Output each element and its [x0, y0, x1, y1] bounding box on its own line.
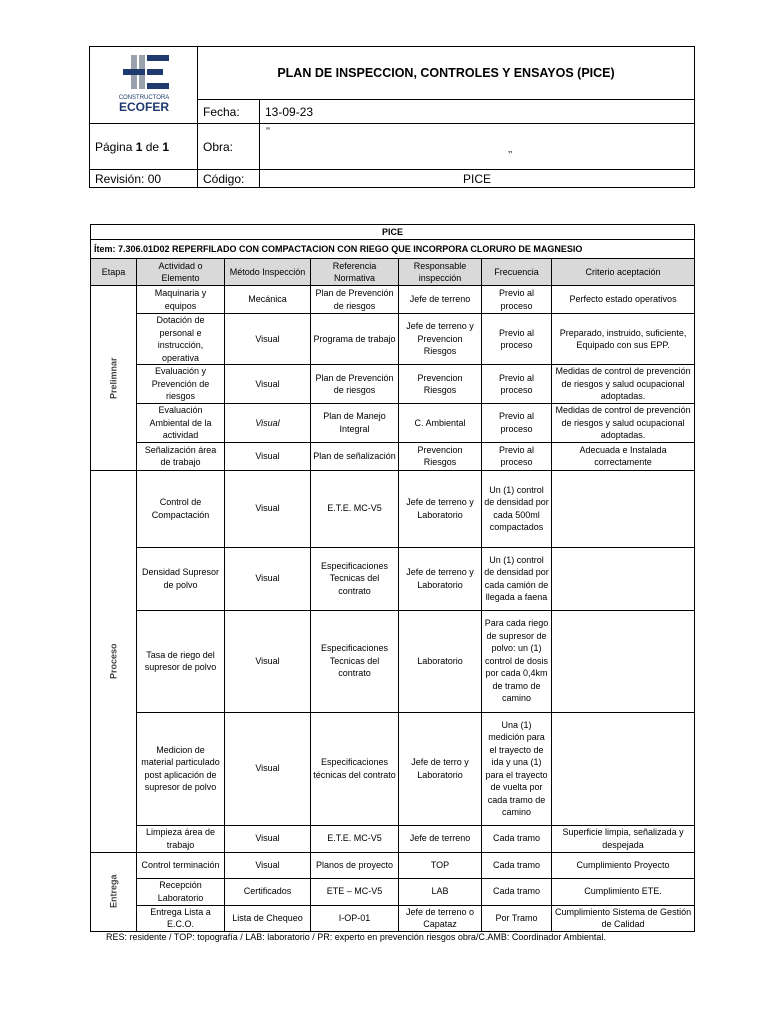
table-row [91, 314, 695, 365]
table-cell: Visual [225, 470, 311, 547]
table-cell: Señalización área de trabajo [137, 442, 225, 470]
table-cell: Dotación de personal e instrucción, operativa [137, 314, 225, 365]
table-cell: Jefe de terro y Laboratorio [399, 712, 482, 825]
table-row [91, 878, 695, 905]
table-cell: Cada tramo [482, 825, 552, 852]
table-cell: Cumplimiento ETE. [552, 878, 695, 905]
obra-value [260, 124, 695, 170]
table-cell: Jefe de terreno y Laboratorio [399, 470, 482, 547]
table-cell: Prevencion Riesgos [399, 442, 482, 470]
table-cell: Medicion de material particulado post aplicación de supresor de polvo [137, 712, 225, 825]
table-cell: Prevencion Riesgos [399, 365, 482, 404]
table-cell: Lista de Chequeo [225, 905, 311, 931]
stage-entrega: Entrega [91, 852, 137, 931]
table-cell: Especificaciones técnicas del contrato [311, 712, 399, 825]
table-cell: Visual [225, 610, 311, 712]
table-row [91, 852, 695, 878]
item-title: Ítem: 7.306.01D02 REPERFILADO CON COMPACTACION CON RIEGO QUE INCORPORA CLORURO DE MAGNESIO [91, 240, 695, 259]
table-cell: Especificaciones Tecnicas del contrato [311, 547, 399, 610]
table-cell [552, 712, 695, 825]
table-cell: Visual [225, 852, 311, 878]
table-cell: Limpieza área de trabajo [137, 825, 225, 852]
table-cell: Jefe de terreno [399, 286, 482, 314]
table-cell: Especificaciones Tecnicas del contrato [311, 610, 399, 712]
table-cell: LAB [399, 878, 482, 905]
table-cell: Jefe de terreno y Prevencion Riesgos [399, 314, 482, 365]
codigo-label: Código: [198, 170, 260, 188]
table-cell: Mecánica [225, 286, 311, 314]
table-cell: Plan de señalización [311, 442, 399, 470]
table-cell: Cumplimiento Sistema de Gestión de Calidad [552, 905, 695, 931]
column-header: Referencia Normativa [311, 259, 399, 286]
table-cell: Visual [225, 547, 311, 610]
table-cell: Densidad Supresor de polvo [137, 547, 225, 610]
column-header: Responsable inspección [399, 259, 482, 286]
table-cell: Planos de proyecto [311, 852, 399, 878]
logo-text-line1: CONSTRUCTORA [118, 94, 169, 101]
table-cell: Maquinaria y equipos [137, 286, 225, 314]
table-cell: Superficie limpia, señalizada y despejada [552, 825, 695, 852]
stage-prelimnar: Prelimnar [91, 286, 137, 471]
table-row [91, 404, 695, 443]
table-cell: Medidas de control de prevención de riesgos y salud ocupacional adoptadas. [552, 404, 695, 443]
table-cell: Visual [225, 365, 311, 404]
table-cell [552, 547, 695, 610]
table-cell [552, 610, 695, 712]
obra-open-quote: ‘‘ [266, 126, 271, 137]
table-cell: Plan de Manejo Integral [311, 404, 399, 443]
table-cell: Previo al proceso [482, 314, 552, 365]
table-cell: E.T.E. MC-V5 [311, 470, 399, 547]
table-cell: I-OP-01 [311, 905, 399, 931]
table-cell: Por Tramo [482, 905, 552, 931]
table-cell: Recepción Laboratorio [137, 878, 225, 905]
fecha-label: Fecha: [198, 100, 260, 124]
codigo-value: PICE [260, 170, 695, 188]
table-cell: Jefe de terreno o Capataz [399, 905, 482, 931]
page-indicator: Página 1 de 1 [90, 124, 198, 170]
table-cell: Jefe de terreno [399, 825, 482, 852]
table-row [91, 905, 695, 931]
table-row [91, 825, 695, 852]
table-cell: Previo al proceso [482, 365, 552, 404]
table-cell: ETE – MC-V5 [311, 878, 399, 905]
table-cell: Laboratorio [399, 610, 482, 712]
column-header: Método Inspección [225, 259, 311, 286]
table-cell: Tasa de riego del supresor de polvo [137, 610, 225, 712]
table-cell: Preparado, instruido, suficiente, Equipado con sus EPP. [552, 314, 695, 365]
table-cell: Adecuada e Instalada correctamente [552, 442, 695, 470]
table-banner: PICE [91, 225, 695, 240]
table-cell: Previo al proceso [482, 442, 552, 470]
column-header: Frecuencia [482, 259, 552, 286]
table-row [91, 610, 695, 712]
table-cell: Cada tramo [482, 852, 552, 878]
fecha-value: 13-09-23 [260, 100, 695, 124]
table-cell: Visual [225, 825, 311, 852]
table-cell: Control de Compactación [137, 470, 225, 547]
table-row [91, 470, 695, 547]
footnote-legend: RES: residente / TOP: topografía / LAB: laboratorio / PR: experto en prevención riesgos obra/C.AMB: Coordinador Ambiental. [106, 932, 606, 942]
table-cell: Visual [225, 712, 311, 825]
obra-label: Obra: [198, 124, 260, 170]
stage-proceso: Proceso [91, 470, 137, 852]
table-cell: Visual [225, 442, 311, 470]
table-row [91, 547, 695, 610]
table-cell: C. Ambiental [399, 404, 482, 443]
company-logo [90, 47, 198, 124]
column-header: Actividad o Elemento [137, 259, 225, 286]
table-cell: Para cada riego de supresor de polvo: un (1) control de dosis por cada 0,4km de tramo de camino [482, 610, 552, 712]
table-cell: Un (1) control de densidad por cada 500ml compactados [482, 470, 552, 547]
table-row [91, 442, 695, 470]
table-cell: E.T.E. MC-V5 [311, 825, 399, 852]
inspection-table [90, 224, 695, 932]
table-cell: Plan de Prevención de riesgos [311, 286, 399, 314]
table-cell: Perfecto estado operativos [552, 286, 695, 314]
obra-close-quote: ’’ [508, 150, 513, 161]
document-header [89, 46, 695, 188]
table-cell: Un (1) control de densidad por cada camión de llegada a faena [482, 547, 552, 610]
column-header: Criterio aceptación [552, 259, 695, 286]
table-cell: Jefe de terreno y Laboratorio [399, 547, 482, 610]
table-row [91, 286, 695, 314]
table-row [91, 365, 695, 404]
table-cell: Visual [225, 314, 311, 365]
table-cell: Evaluación Ambiental de la actividad [137, 404, 225, 443]
revision-label: Revisión: 00 [90, 170, 198, 188]
table-cell: Control terminación [137, 852, 225, 878]
table-cell: Plan de Prevención de riesgos [311, 365, 399, 404]
table-cell: Medidas de control de prevención de riesgos y salud ocupacional adoptadas. [552, 365, 695, 404]
table-cell: TOP [399, 852, 482, 878]
table-row [91, 712, 695, 825]
document-title: PLAN DE INSPECCION, CONTROLES Y ENSAYOS (PICE) [198, 47, 695, 100]
table-cell: Certificados [225, 878, 311, 905]
table-cell: Previo al proceso [482, 286, 552, 314]
table-cell: Visual [225, 404, 311, 443]
table-cell [552, 470, 695, 547]
table-cell: Una (1) medición para el trayecto de ida y una (1) para el trayecto de vuelta por cada tramo de camino [482, 712, 552, 825]
table-cell: Cumplimiento Proyecto [552, 852, 695, 878]
table-cell: Entrega Lista a E.C.O. [137, 905, 225, 931]
table-cell: Evaluación y Prevención de riesgos [137, 365, 225, 404]
ecofer-logo-icon [109, 53, 179, 115]
table-cell: Cada tramo [482, 878, 552, 905]
logo-text-line2: ECOFER [118, 99, 169, 114]
table-cell: Programa de trabajo [311, 314, 399, 365]
column-header: Etapa [91, 259, 137, 286]
table-cell: Previo al proceso [482, 404, 552, 443]
